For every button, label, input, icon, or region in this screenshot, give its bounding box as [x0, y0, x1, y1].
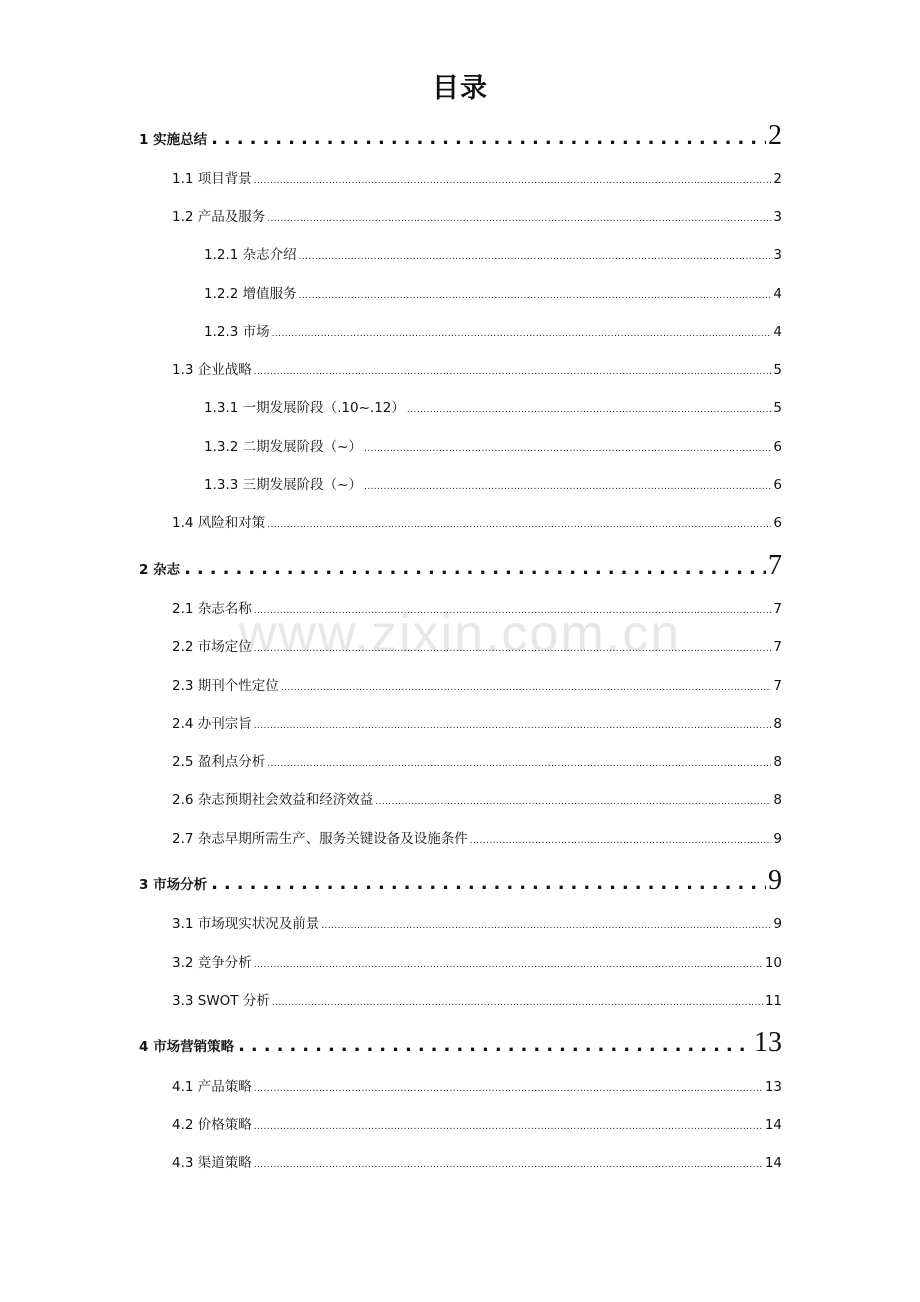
dot-leader — [254, 1084, 763, 1094]
toc-entry-label: 2.6 杂志预期社会效益和经济效益 — [172, 792, 374, 808]
toc-entry-label: 3.2 竞争分析 — [172, 955, 252, 971]
toc-entry-label: 2.4 办刊宗旨 — [172, 716, 252, 732]
toc-entry-label: 3.1 市场现实状况及前景 — [172, 916, 320, 932]
toc-entry-level-2[interactable] — [172, 1075, 782, 1095]
dot-leader — [267, 520, 771, 530]
toc-entry-page-number: 7 — [773, 678, 782, 694]
toc-entry-page-number: 13 — [764, 1079, 782, 1095]
toc-entry-level-1[interactable] — [139, 865, 782, 897]
toc-entry-label: 2.7 杂志早期所需生产、服务关键设备及设施条件 — [172, 831, 468, 847]
toc-entry-page-number: 14 — [764, 1155, 782, 1171]
watermark-text: www.zixin.com.cn — [238, 605, 682, 663]
toc-entry-page-number: 11 — [764, 993, 782, 1009]
toc-entry-level-2[interactable] — [172, 827, 782, 847]
toc-entry-label: 1.3.1 一期发展阶段（.10~.12） — [204, 400, 405, 416]
toc-entry-page-number: 8 — [773, 754, 782, 770]
toc-entry-page-number: 8 — [773, 716, 782, 732]
toc-entry-label: 2 杂志 — [139, 562, 181, 578]
toc-entry-level-1[interactable] — [139, 120, 782, 152]
dot-leader — [321, 921, 771, 931]
toc-entry-page-number: 5 — [773, 400, 782, 416]
toc-entry-label: 1 实施总结 — [139, 132, 208, 148]
dot-leader — [299, 252, 772, 262]
toc-entry-page-number: 2 — [768, 120, 782, 151]
toc-entry-page-number: 7 — [768, 550, 782, 581]
toc-entry-label: 2.5 盈利点分析 — [172, 754, 266, 770]
dot-leader — [375, 797, 771, 807]
dot-leader — [267, 759, 771, 769]
toc-entry-label: 1.3.2 二期发展阶段（~） — [204, 439, 362, 455]
toc-entry-level-2[interactable] — [172, 635, 782, 655]
toc-entry-page-number: 4 — [773, 324, 782, 340]
toc-entry-level-2[interactable] — [172, 597, 782, 617]
toc-entry-label: 1.2.1 杂志介绍 — [204, 247, 297, 263]
toc-entry-label: 1.2 产品及服务 — [172, 209, 266, 225]
toc-entry-page-number: 6 — [773, 515, 782, 531]
dot-leader — [281, 683, 772, 693]
toc-entry-label: 1.4 风险和对策 — [172, 515, 266, 531]
dot-leader — [254, 1160, 763, 1170]
toc-entry-level-3[interactable] — [204, 282, 782, 302]
toc-entry-page-number: 9 — [773, 916, 782, 932]
toc-entry-label: 4.2 价格策略 — [172, 1117, 252, 1133]
toc-entry-label: 3.3 SWOT 分析 — [172, 993, 270, 1009]
toc-entry-level-2[interactable] — [172, 951, 782, 971]
toc-entry-level-3[interactable] — [204, 320, 782, 340]
dot-leader — [211, 873, 766, 894]
toc-entry-level-3[interactable] — [204, 435, 782, 455]
dot-leader — [272, 329, 772, 339]
toc-entry-level-2[interactable] — [172, 358, 782, 378]
toc-entry-page-number: 3 — [773, 247, 782, 263]
toc-entry-page-number: 8 — [773, 792, 782, 808]
toc-entry-label: 1.3 企业战略 — [172, 362, 252, 378]
dot-leader — [254, 606, 772, 616]
dot-leader — [254, 960, 763, 970]
dot-leader — [364, 444, 771, 454]
dot-leader — [364, 482, 771, 492]
toc-entry-page-number: 6 — [773, 477, 782, 493]
toc-entry-page-number: 13 — [754, 1027, 782, 1058]
toc-entry-label: 3 市场分析 — [139, 877, 208, 893]
toc-entry-level-3[interactable] — [204, 243, 782, 263]
toc-entry-page-number: 3 — [773, 209, 782, 225]
toc-entry-label: 2.3 期刊个性定位 — [172, 678, 279, 694]
dot-leader — [407, 405, 772, 415]
toc-entry-page-number: 2 — [773, 171, 782, 187]
toc-entry-label: 1.2.3 市场 — [204, 324, 270, 340]
toc-entry-level-2[interactable] — [172, 1151, 782, 1171]
dot-leader — [254, 367, 772, 377]
toc-title: 目录 — [432, 73, 488, 104]
toc-entry-level-3[interactable] — [204, 473, 782, 493]
toc-entry-level-1[interactable] — [139, 550, 782, 582]
toc-entry-level-2[interactable] — [172, 511, 782, 531]
toc-entry-page-number: 7 — [773, 639, 782, 655]
toc-entry-level-2[interactable] — [172, 989, 782, 1009]
toc-entry-page-number: 14 — [764, 1117, 782, 1133]
toc-entry-label: 2.2 市场定位 — [172, 639, 252, 655]
dot-leader — [299, 291, 772, 301]
toc-entry-label: 1.2.2 增值服务 — [204, 286, 297, 302]
dot-leader — [254, 721, 772, 731]
toc-entry-page-number: 9 — [768, 865, 782, 896]
toc-entry-level-3[interactable] — [204, 396, 782, 416]
toc-entry-level-2[interactable] — [172, 674, 782, 694]
dot-leader — [211, 128, 766, 149]
toc-entry-page-number: 6 — [773, 439, 782, 455]
toc-entry-page-number: 4 — [773, 286, 782, 302]
toc-entry-level-2[interactable] — [172, 167, 782, 187]
dot-leader — [267, 214, 771, 224]
toc-entry-page-number: 5 — [773, 362, 782, 378]
toc-entry-level-1[interactable] — [139, 1027, 782, 1059]
toc-entry-level-2[interactable] — [172, 1113, 782, 1133]
toc-entry-page-number: 9 — [773, 831, 782, 847]
toc-entry-label: 4.3 渠道策略 — [172, 1155, 252, 1171]
toc-entry-label: 4.1 产品策略 — [172, 1079, 252, 1095]
toc-entry-page-number: 10 — [764, 955, 782, 971]
toc-entry-label: 4 市场营销策略 — [139, 1039, 235, 1055]
dot-leader — [254, 644, 772, 654]
toc-entry-label: 2.1 杂志名称 — [172, 601, 252, 617]
toc-entry-level-2[interactable] — [172, 788, 782, 808]
toc-entry-label: 1.1 项目背景 — [172, 171, 252, 187]
toc-entry-level-2[interactable] — [172, 712, 782, 732]
toc-entry-level-2[interactable] — [172, 912, 782, 932]
dot-leader — [184, 558, 766, 579]
dot-leader — [470, 836, 772, 846]
dot-leader — [254, 176, 772, 186]
toc-entry-level-2[interactable] — [172, 205, 782, 225]
dot-leader — [272, 998, 763, 1008]
toc-entry-level-2[interactable] — [172, 750, 782, 770]
toc-entry-label: 1.3.3 三期发展阶段（~） — [204, 477, 362, 493]
dot-leader — [254, 1122, 763, 1132]
dot-leader — [238, 1035, 752, 1056]
toc-entry-page-number: 7 — [773, 601, 782, 617]
